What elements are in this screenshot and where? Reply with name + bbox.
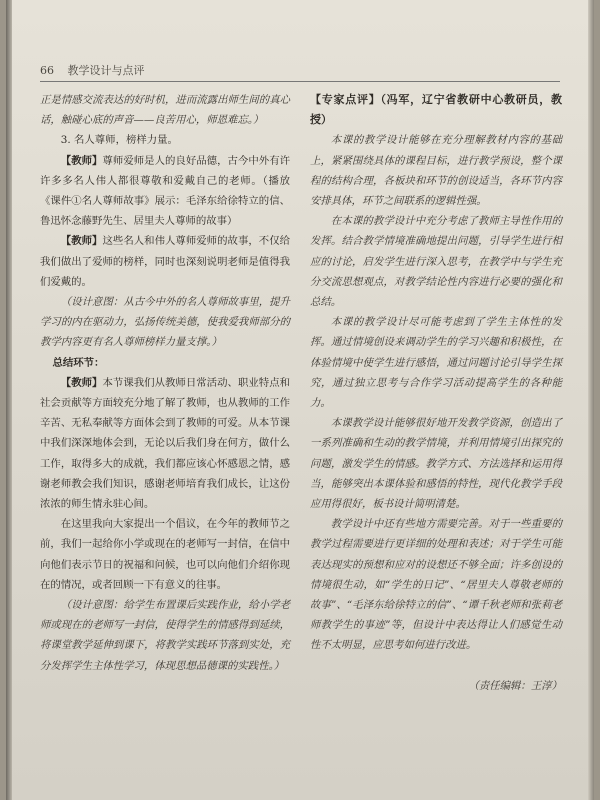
teacher-tag: 【教师】 (60, 235, 103, 248)
section-item: 3. 名人尊师，榜样力量。 (60, 134, 178, 147)
teacher-paragraph (40, 231, 290, 292)
running-header (40, 62, 560, 82)
design-intent-paragraph: 正是情感交流表达的好时机，进而流露出师生间的真心话，触碰心底的声音——良苦用心，师恩难忘。） (40, 94, 290, 127)
design-intent-paragraph: （设计意图：给学生布置课后实践作业，给小学老师或现在的老师写一封信，使得学生的情感得到延续，将课堂教学延伸到课下，将教学实践环节落到实处，充分发挥学生主体性学习，体现思想品德课的实践性。） (40, 599, 290, 672)
journal-title: 教学设计与点评 (67, 64, 145, 77)
teacher-tag: 【教师】 (60, 376, 103, 389)
left-column (40, 90, 290, 676)
editor-credit: （责任编辑：王淳） (468, 679, 562, 692)
body-paragraph: 本课的教学设计尽可能考虑到了学生主体性的发挥。通过情境创设来调动学生的学习兴趣和积极性，在体验情境中使学生进行感悟，通过问题讨论引导学生探究，通过独立思考与合作学习活动提高学生的各种能力。 (310, 316, 562, 410)
summary-heading: 总结环节： (52, 356, 105, 369)
teacher-paragraph (40, 151, 290, 232)
body-paragraph: 教学设计中还有些地方需要完善。对于一些重要的教学过程需要进行更详细的处理和表述；对于学生可能表达现实的预想和应对的设想还不够全面；许多创设的情境很生动，如“学生的日记”、“居里夫人尊敬老师的故事”、“毛泽东给徐特立的信”、“谭千秋老师和张莉老师教学生的事迹”等，但设计中表达得让人们感觉生动性不太明显，应思考如何进行改进。 (310, 518, 562, 652)
body-paragraph: 在这里我向大家提出一个倡议，在今年的教师节之前，我们一起给你小学或现在的老师写一封信，在信中向他们表示节日的祝福和问候，也可以向他们介绍你现在的情况，或者回顾一下有意义的往事。 (40, 518, 290, 591)
expert-comment-heading (310, 90, 562, 130)
design-intent-paragraph: （设计意图：从古今中外的名人尊师故事里，提升学习的内在驱动力，弘扬传统美德，使我爱我师部分的教学内容更有名人尊师榜样力量支撑。） (40, 296, 290, 349)
body-paragraph: 本课的教学设计能够在充分理解教材内容的基础上，紧紧围绕具体的课程目标，进行教学预设，整个课程的结构合理，各板块和环节的创设适当，各环节内容安排具体，环节之间联系的逻辑性强。 (310, 134, 562, 208)
expert-author: （冯军，辽宁省教研中心教研员，教授） (310, 93, 563, 127)
body-paragraph: 在本课的教学设计中充分考虑了教师主导性作用的发挥。结合教学情境准确地提出问题，引导学生进行相应的讨论，启发学生进行深入思考，在教学中与学生充分交流思想观点，对教学结论性内容进行必要的强化和总结。 (310, 215, 562, 309)
page-edge-shadow (588, 0, 594, 800)
right-column (310, 90, 562, 696)
teacher-paragraph (40, 373, 290, 514)
teacher-tag: 【教师】 (60, 154, 103, 167)
document-page (6, 0, 594, 800)
page-number: 66 (40, 64, 54, 77)
book-spine-shadow (6, 0, 12, 800)
body-paragraph: 本课教学设计能够很好地开发教学资源，创造出了一系列准确和生动的教学情境，并利用情境引出探究的问题，激发学生的情感。教学方式、方法选择和运用得当，能够突出本课体验和感悟的特性，现代化教学手段应用得很好，板书设计简明清楚。 (310, 417, 562, 511)
paragraph-text: 尊师爱师是人的良好品德，古今中外有许许多多名人伟人都很尊敬和爱戴自己的老师。（播放《课件①名人尊师故事》展示：毛泽东给徐特立的信、鲁迅怀念藤野先生、居里夫人尊师的故事） (40, 154, 291, 228)
expert-tag: 【专家点评】 (310, 93, 381, 106)
paragraph-text: 这些名人和伟人尊师爱师的故事，不仅给我们做出了爱师的榜样，同时也深刻说明老师是值得我们爱戴的。 (40, 235, 291, 288)
paragraph-text: 本节课我们从教师日常活动、职业特点和社会贡献等方面较充分地了解了教师，也从教师的工作辛苦、无私奉献等方面体会到了教师的可爱。从本节课中我们深深地体会到，无论以后我们身在何方，做什么工作，取得多大的成就，我们都应该心怀感恩之情，感谢老师教会我们知识，感谢老师培育我们成长，让这份浓浓的师生情永驻心间。 (40, 376, 291, 511)
